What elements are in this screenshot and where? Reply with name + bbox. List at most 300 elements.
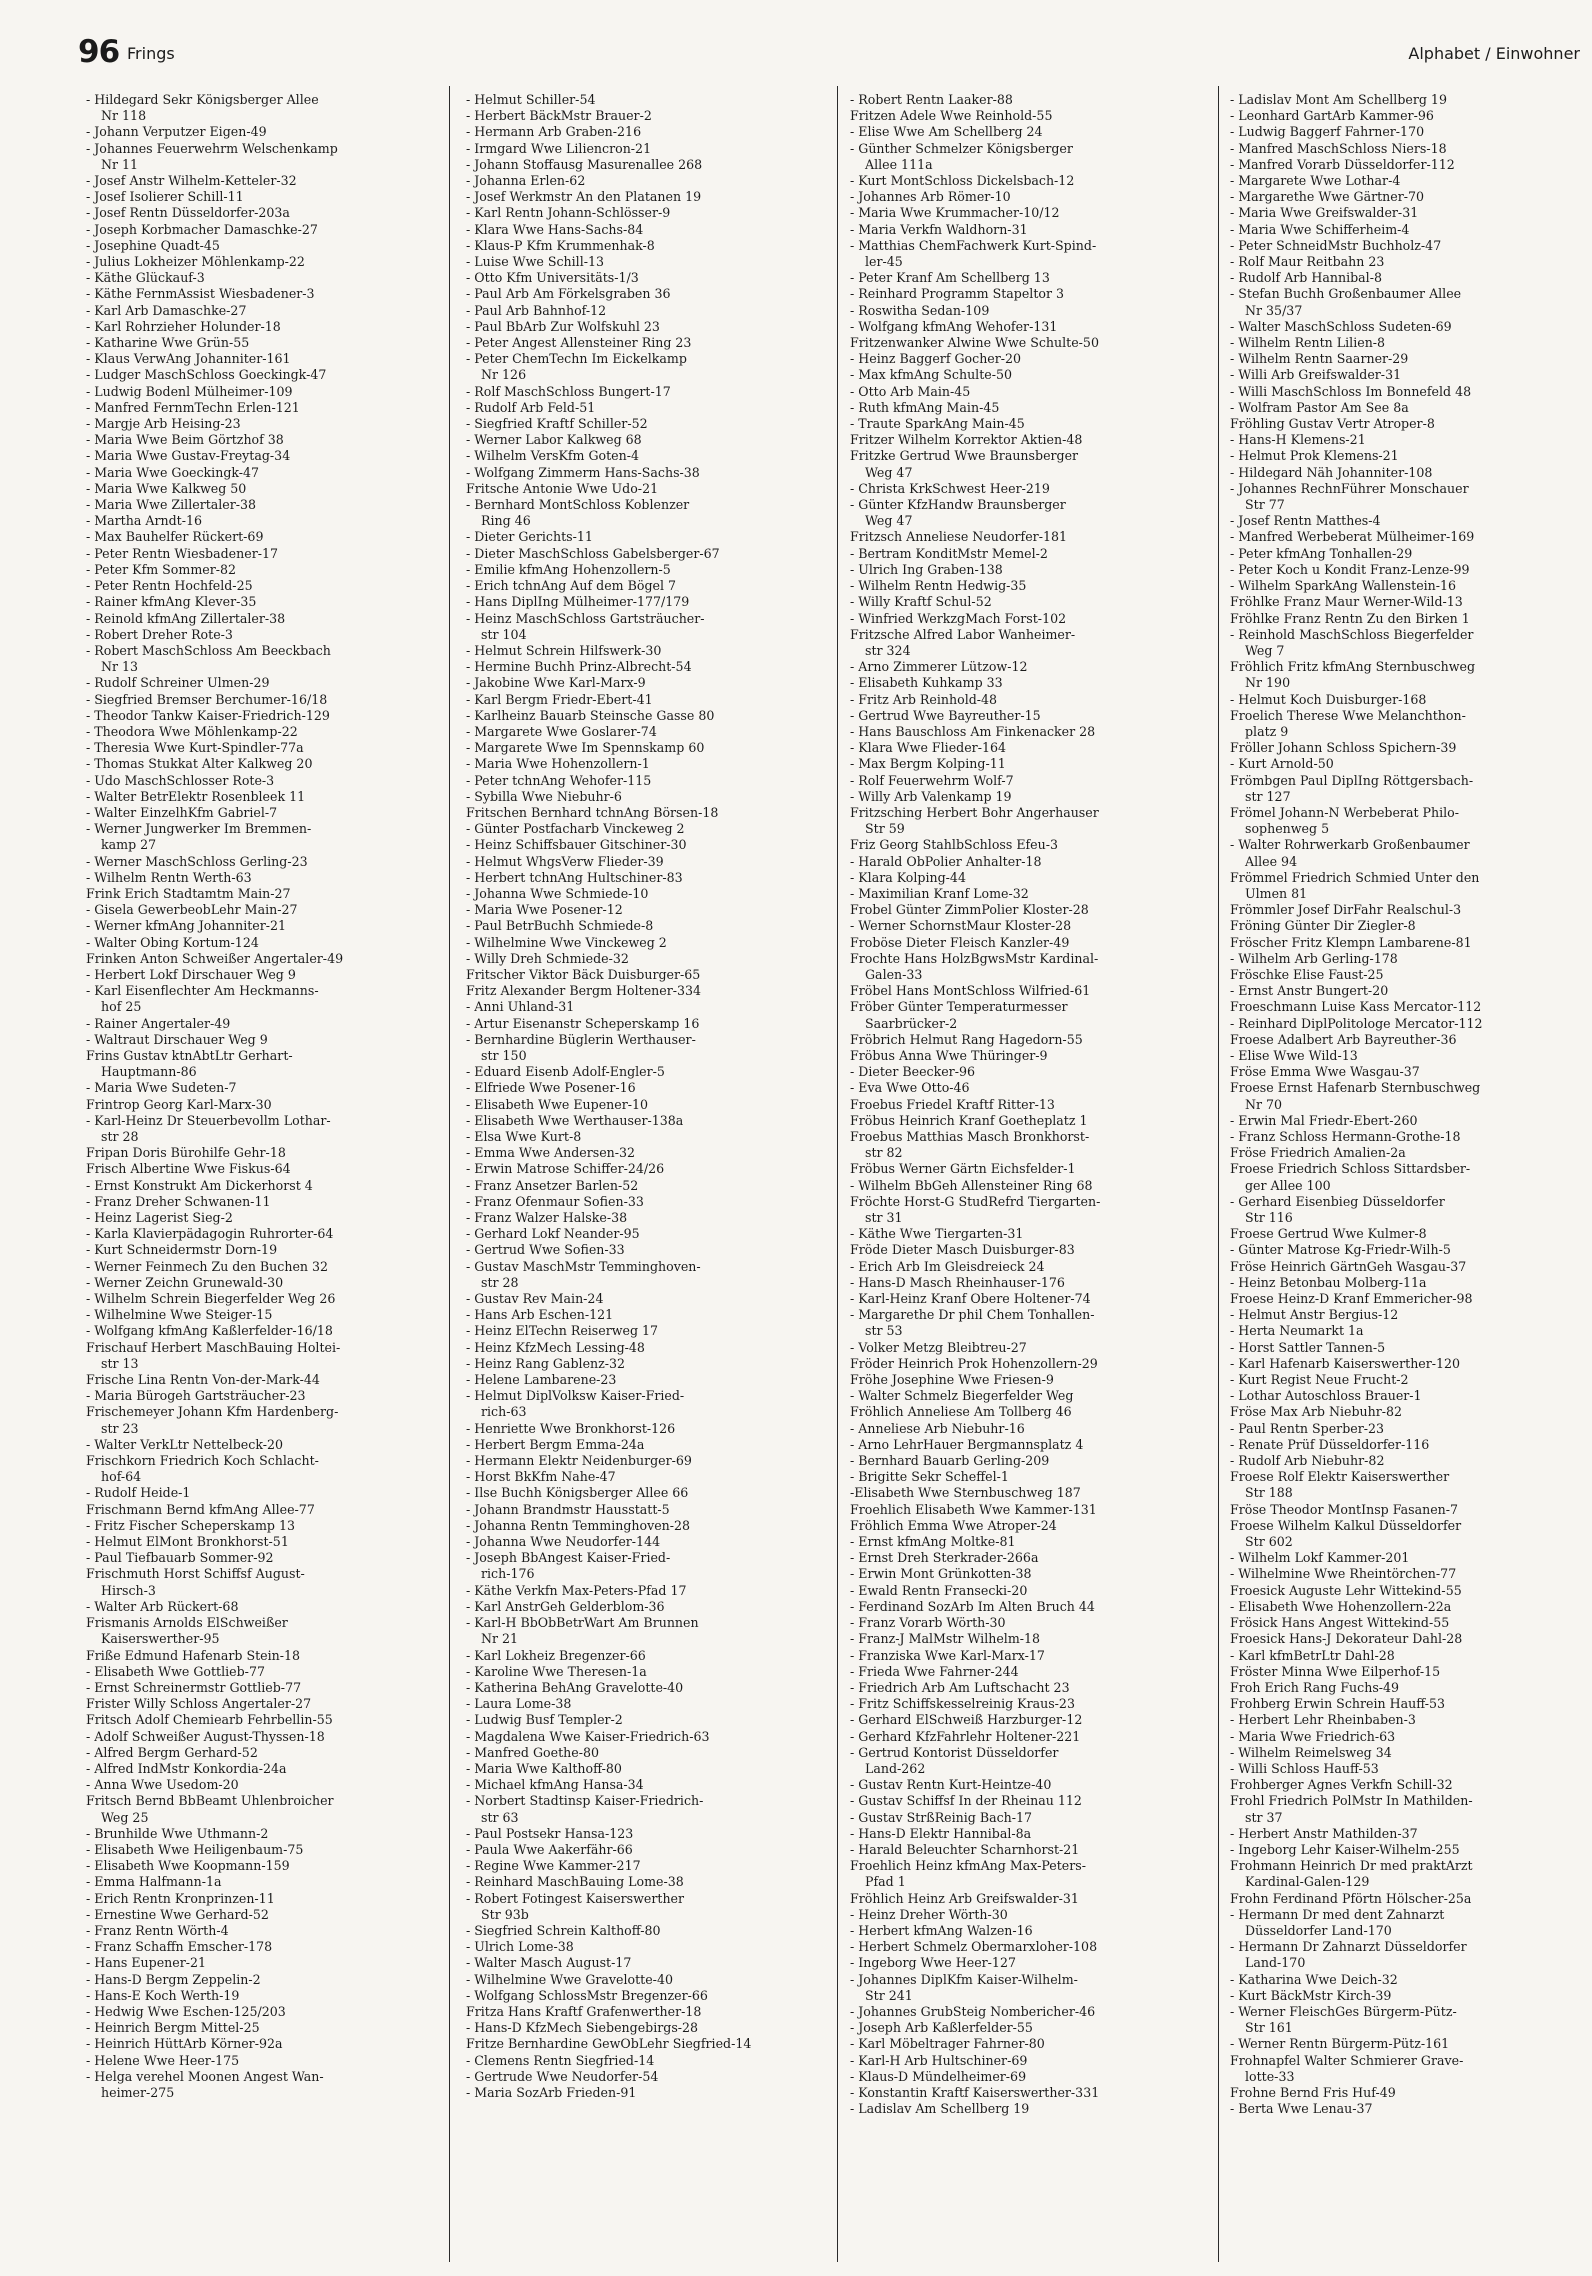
directory-entry: - Jakobine Wwe Karl-Marx-9 [466,675,646,691]
directory-entry: - Heinz Schiffsbauer Gitschiner-30 [466,837,687,853]
directory-entry: - Wolfram Pastor Am See 8a [1230,399,1409,415]
directory-entry: - Ulrich Lome-38 [466,1939,574,1955]
directory-entry: - Ilse Buchh Königsberger Allee 66 [466,1485,689,1501]
directory-entry: - Karl Lokheiz Bregenzer-66 [466,1647,646,1663]
directory-entry: - Magdalena Wwe Kaiser-Friedrich-63 [466,1728,710,1744]
directory-entry: - Willy Arb Valenkamp 19 [850,788,1012,804]
directory-entry: - Peter Angest Allensteiner Ring 23 [466,335,692,351]
directory-entry: Frohmann Heinrich Dr med praktArzt Kardinal-Galen-129 [1230,1858,1473,1890]
directory-entry: - Eva Wwe Otto-46 [850,1080,970,1096]
entry-list [850,92,1205,2117]
directory-entry: Fröhlich Fritz kfmAng Sternbuschweg Nr 190 [1230,659,1476,691]
directory-entry: Frischkorn Friedrich Koch Schlacht- hof-64 [86,1453,319,1485]
directory-entry: Frins Gustav ktnAbtLtr Gerhart- Hauptmann-86 [86,1047,293,1080]
directory-entry: - Wolfgang kfmAng Wehofer-131 [850,318,1058,334]
directory-entry: - Wilhelm Rentn Saarner-29 [1230,351,1409,367]
directory-entry: - Ferdinand SozArb Im Alten Bruch 44 [850,1598,1095,1614]
directory-entry: Fritz Alexander Bergm Holtener-334 [466,983,702,999]
directory-entry: Fröbus Heinrich Kranf Goetheplatz 1 [850,1112,1088,1128]
directory-entry: - Franz Rentn Wörth-4 [86,1922,229,1938]
directory-entry: - Paul BbArb Zur Wolfskuhl 23 [466,318,660,334]
directory-entry: Froese Heinz-D Kranf Emmericher-98 [1230,1291,1473,1307]
directory-entry: - Manfred MaschSchloss Niers-18 [1230,140,1447,156]
directory-entry: - Elisabeth Wwe Hohenzollern-22a [1230,1598,1452,1614]
directory-entry: Fritschen Bernhard tchnAng Börsen-18 [466,804,719,820]
directory-entry: - Gustav MaschMstr Temminghoven- str 28 [466,1258,701,1290]
directory-entry: - Maria Wwe Zillertaler-38 [86,497,257,513]
directory-entry: - Maria Bürogeh Gartsträucher-23 [86,1388,306,1404]
directory-entry: Frisch Albertine Wwe Fiskus-64 [86,1161,291,1177]
directory-entry: - Erich tchnAng Auf dem Bögel 7 [466,578,676,594]
directory-entry: Froebus Matthias Masch Bronkhorst- str 82 [850,1129,1090,1161]
directory-entry: - Willy Kraftf Schul-52 [850,594,992,610]
directory-entry: - Matthias ChemFachwerk Kurt-Spind- ler-45 [850,237,1097,270]
directory-entry: Frohberger Agnes Verkfn Schill-32 [1230,1777,1453,1793]
directory-entry: - Udo MaschSchlosser Rote-3 [86,772,275,788]
column-divider [837,86,838,2262]
directory-entry: - Roswitha Sedan-109 [850,302,990,318]
directory-entry: - Manfred Werbeberat Mülheimer-169 [1230,529,1475,545]
directory-entry: - Rudolf Arb Hannibal-8 [1230,270,1382,286]
directory-entry: Fröhlich Emma Wwe Atroper-24 [850,1517,1057,1533]
directory-entry: Fripan Doris Bürohilfe Gehr-18 [86,1145,286,1161]
directory-entry: - Ingeborg Wwe Heer-127 [850,1955,1016,1971]
directory-entry: Froese Rolf Elektr Kaiserswerther Str 188 [1230,1469,1450,1501]
directory-entry: - Werner Zeichn Grunewald-30 [86,1274,284,1290]
directory-entry: Froese Friedrich Schloss Sittardsber- ger Allee 100 [1230,1161,1471,1193]
directory-entry: - Willy Dreh Schmiede-32 [466,950,629,966]
directory-entry: - Walter EinzelhKfm Gabriel-7 [86,804,278,820]
directory-entry: - Karl AnstrGeh Gelderblom-36 [466,1598,665,1614]
directory-entry: - Maria Wwe Goeckingk-47 [86,464,260,480]
directory-entry: - Helmut Prok Klemens-21 [1230,448,1399,464]
directory-entry: - Rudolf Schreiner Ulmen-29 [86,675,270,691]
directory-entry: - Christa KrkSchwest Heer-219 [850,480,1050,496]
directory-entry: - Johann Stoffausg Masurenallee 268 [466,156,703,172]
directory-entry: - Leonhard GartArb Kammer-96 [1230,108,1434,124]
directory-entry: Frohne Bernd Fris Huf-49 [1230,2084,1396,2100]
directory-entry: - Franz Dreher Schwanen-11 [86,1193,271,1209]
directory-entry: - Harald ObPolier Anhalter-18 [850,853,1042,869]
directory-entry: Fröhlke Franz Maur Werner-Wild-13 [1230,594,1463,610]
directory-entry: - Helmut ElMont Bronkhorst-51 [86,1534,289,1550]
directory-entry: - Anna Wwe Usedom-20 [86,1777,239,1793]
directory-column-3 [850,92,1205,2262]
directory-entry: Frohnapfel Walter Schmierer Grave- lotte-33 [1230,2052,1464,2084]
directory-entry: - Rolf MaschSchloss Bungert-17 [466,383,671,399]
directory-entry: Frischemeyer Johann Kfm Hardenberg- str 23 [86,1404,339,1436]
directory-entry: - Alfred Bergm Gerhard-52 [86,1744,258,1760]
directory-entry: - Ernst Schreinermstr Gottlieb-77 [86,1679,302,1695]
directory-entry: Froese Adalbert Arb Bayreuther-36 [1230,1031,1457,1047]
directory-entry: - Maria Wwe Friedrich-63 [1230,1728,1396,1744]
directory-entry: - Karlheinz Bauarb Steinsche Gasse 80 [466,707,715,723]
directory-entry: - Walter VerkLtr Nettelbeck-20 [86,1436,284,1452]
directory-entry: - Wilhelm Rentn Lilien-8 [1230,335,1386,351]
directory-entry: Froeschmann Luise Kass Mercator-112 [1230,999,1482,1015]
directory-entry: - Hans-D Bergm Zeppelin-2 [86,1971,261,1987]
directory-entry: Frömmler Josef DirFahr Realschul-3 [1230,902,1462,918]
entry-list [466,92,821,2101]
directory-entry: Fröbel Hans MontSchloss Wilfried-61 [850,983,1091,999]
directory-entry: - Theresia Wwe Kurt-Spindler-77a [86,740,304,756]
directory-entry: - Siegfried Schrein Kalthoff-80 [466,1922,661,1938]
directory-entry: - Elise Wwe Am Schellberg 24 [850,124,1043,140]
directory-entry: - Ladislav Mont Am Schellberg 19 [1230,92,1447,107]
directory-entry: - Otto Kfm Universitäts-1/3 [466,270,639,286]
directory-entry: - Karl Eisenflechter Am Heckmanns- hof 25 [86,983,319,1015]
directory-entry: - Robert Rentn Laaker-88 [850,92,1013,107]
directory-entry: - Henriette Wwe Bronkhorst-126 [466,1420,676,1436]
directory-entry: Froesick Auguste Lehr Wittekind-55 [1230,1582,1462,1598]
directory-entry: - Franz Ansetzer Barlen-52 [466,1177,639,1193]
directory-entry: Fritsch Bernd BbBeamt Uhlenbroicher Weg 25 [86,1793,334,1825]
directory-entry: - Manfred Goethe-80 [466,1744,599,1760]
entry-list [86,92,441,2101]
directory-entry: - Wolfgang SchlossMstr Bregenzer-66 [466,1987,708,2003]
directory-entry: - Karl-Heinz Kranf Obere Holtener-74 [850,1291,1091,1307]
directory-entry: - Heinrich Bergm Mittel-25 [86,2020,260,2036]
directory-entry: - Wilhelm Schrein Biegerfelder Weg 26 [86,1291,336,1307]
directory-entry: Frömel Johann-N Werbeberat Philo- sophenweg 5 [1230,804,1460,837]
directory-entry: - Traute SparkAng Main-45 [850,416,1025,432]
directory-entry: - Peter Rentn Hochfeld-25 [86,578,253,594]
directory-entry: - Hans-E Koch Werth-19 [86,1987,240,2003]
directory-entry: - Heinz KfzMech Lessing-48 [466,1339,645,1355]
directory-entry: - Maria Wwe Posener-12 [466,902,623,918]
directory-entry: - Werner Labor Kalkweg 68 [466,432,642,448]
directory-entry: Froese Wilhelm Kalkul Düsseldorfer Str 602 [1230,1517,1462,1550]
directory-entry: Fritscher Viktor Bäck Duisburger-65 [466,966,701,982]
directory-entry: - Maria Wwe Beim Görtzhof 38 [86,432,284,448]
directory-entry: - Horst Sattler Tannen-5 [1230,1339,1386,1355]
directory-entry: Fröscher Fritz Klempn Lambarene-81 [1230,934,1472,950]
directory-entry: - Karl Rohrzieher Holunder-18 [86,318,281,334]
directory-entry: - Siegfried Bremser Berchumer-16/18 [86,691,328,707]
directory-entry: - Heinz Rang Gablenz-32 [466,1355,626,1371]
directory-entry: - Paul Rentn Sperber-23 [1230,1420,1385,1436]
directory-entry: - Klara Wwe Flieder-164 [850,740,1006,756]
directory-entry: Fröller Johann Schloss Spichern-39 [1230,740,1457,756]
directory-entry: - Herbert Lokf Dirschauer Weg 9 [86,966,296,982]
directory-entry: Froh Erich Rang Fuchs-49 [1230,1679,1400,1695]
directory-entry: - Klaus VerwAng Johanniter-161 [86,351,291,367]
directory-entry: - Rudolf Arb Niebuhr-82 [1230,1453,1385,1469]
directory-column-2 [466,92,821,2262]
directory-entry: - Hans Eupener-21 [86,1955,207,1971]
directory-entry: - Lothar Autoschloss Brauer-1 [1230,1388,1422,1404]
directory-entry: - Günter Postfacharb Vinckeweg 2 [466,821,685,837]
directory-entry: - Ernst kfmAng Moltke-81 [850,1534,1016,1550]
directory-entry: - Ladislav Am Schellberg 19 [850,2101,1030,2117]
directory-entry: - Ludger MaschSchloss Goeckingk-47 [86,367,327,383]
directory-entry: - Peter Kranf Am Schellberg 13 [850,270,1050,286]
directory-entry: - Käthe Glückauf-3 [86,270,205,286]
directory-entry: - Michael kfmAng Hansa-34 [466,1777,644,1793]
directory-entry: - Bernhard Bauarb Gerling-209 [850,1453,1050,1469]
directory-entry: - Heinrich HüttArb Körner-92a [86,2036,283,2052]
directory-entry: - Peter SchneidMstr Buchholz-47 [1230,237,1442,253]
directory-entry: - Werner SchornstMaur Kloster-28 [850,918,1072,934]
directory-entry: Fritzen Adele Wwe Reinhold-55 [850,108,1053,124]
directory-entry: - Karla Klavierpädagogin Ruhrorter-64 [86,1226,334,1242]
directory-entry: Froebus Friedel Kraftf Ritter-13 [850,1096,1055,1112]
directory-entry: - Fritz Fischer Scheperskamp 13 [86,1517,296,1533]
directory-entry: - Ernst Konstrukt Am Dickerhorst 4 [86,1177,313,1193]
directory-entry: Fritzsche Alfred Labor Wanheimer- str 324 [850,626,1076,658]
directory-entry: - Elsa Wwe Kurt-8 [466,1129,582,1144]
directory-entry: - Erwin Mont Grünkotten-38 [850,1566,1032,1582]
directory-entry: Frohberg Erwin Schrein Hauff-53 [1230,1696,1445,1712]
directory-entry: - Walter MaschSchloss Sudeten-69 [1230,318,1452,334]
directory-entry: - Wilhelm Lokf Kammer-201 [1230,1550,1410,1566]
directory-entry: - Anneliese Arb Niebuhr-16 [850,1420,1025,1436]
directory-entry: Frische Lina Rentn Von-der-Mark-44 [86,1372,320,1388]
directory-entry: - Kurt Regist Neue Frucht-2 [1230,1372,1409,1388]
directory-entry: - Willi MaschSchloss Im Bonnefeld 48 [1230,383,1472,399]
directory-entry: - Reinhold MaschSchloss Biegerfelder Weg 7 [1230,626,1474,658]
directory-entry: Fritze Bernhardine GewObLehr Siegfried-14 [466,2036,752,2052]
directory-entry: - Gustav Rentn Kurt-Heintze-40 [850,1777,1052,1793]
directory-entry: - Dieter MaschSchloss Gabelsberger-67 [466,545,720,561]
directory-entry: - Werner Feinmech Zu den Buchen 32 [86,1258,329,1274]
directory-entry: - Hermann Elektr Neidenburger-69 [466,1453,692,1469]
directory-entry: - Fritz Arb Reinhold-48 [850,691,998,707]
directory-entry: - Sybilla Wwe Niebuhr-6 [466,788,622,804]
directory-entry: - Franz Schaffn Emscher-178 [86,1939,273,1955]
directory-entry: - Hans Bauschloss Am Finkenacker 28 [850,723,1096,739]
directory-entry: Friz Georg StahlbSchloss Efeu-3 [850,837,1059,853]
directory-entry: - Hermann Dr Zahnarzt Düsseldorfer Land-170 [1230,1939,1467,1971]
directory-entry: - Franziska Wwe Karl-Marx-17 [850,1647,1045,1663]
directory-entry: - Irmgard Wwe Liliencron-21 [466,140,652,156]
directory-entry: - Fritz Schiffskesselreinig Kraus-23 [850,1696,1075,1712]
directory-entry: - Klara Wwe Hans-Sachs-84 [466,221,644,237]
directory-entry: - Regine Wwe Kammer-217 [466,1858,641,1874]
directory-entry: - Wolfgang Zimmerm Hans-Sachs-38 [466,464,700,480]
page-name-heading: Frings [127,44,175,63]
directory-entry: Fröchte Horst-G StudRefrd Tiergarten- str 31 [850,1193,1101,1226]
directory-entry: - Kurt MontSchloss Dickelsbach-12 [850,173,1075,189]
directory-entry: - Erich Rentn Kronprinzen-11 [86,1890,275,1906]
directory-entry: - Helene Wwe Heer-175 [86,2052,240,2068]
directory-entry: - Margarete Wwe Goslarer-74 [466,723,657,739]
directory-entry: - Gisela GewerbeobLehr Main-27 [86,902,298,918]
directory-entry: - Walter Arb Rückert-68 [86,1598,239,1614]
directory-column-4 [1230,92,1585,2262]
directory-entry: - Walter BetrElektr Rosenbleek 11 [86,788,306,804]
directory-entry: Frismanis Arnolds ElSchweißer Kaiserswerther-95 [86,1615,288,1647]
directory-entry: - Elisabeth Wwe Werthauser-138a [466,1112,684,1128]
directory-entry: - Reinhard MaschBauing Lome-38 [466,1874,684,1890]
directory-entry: Fröse Heinrich GärtnGeh Wasgau-37 [1230,1258,1467,1274]
directory-entry: - Karl-H BbObBetrWart Am Brunnen Nr 21 [466,1615,699,1647]
directory-entry: - Martha Arndt-16 [86,513,202,529]
directory-entry: - Theodora Wwe Möhlenkamp-22 [86,723,298,739]
directory-entry: Fröber Günter Temperaturmesser Saarbrücker-2 [850,999,1068,1031]
directory-entry: - Johanna Wwe Neudorfer-144 [466,1534,661,1550]
directory-entry: - Johanna Wwe Schmiede-10 [466,885,649,901]
directory-entry: - Paul Arb Am Förkelsgraben 36 [466,286,671,302]
directory-entry: - Max Bauhelfer Rückert-69 [86,529,264,545]
directory-entry: - Rudolf Arb Feld-51 [466,399,596,415]
directory-entry: Froesick Hans-J Dekorateur Dahl-28 [1230,1631,1463,1647]
directory-entry: Fröde Dieter Masch Duisburger-83 [850,1242,1075,1258]
directory-entry: - Heinz Baggerf Gocher-20 [850,351,1022,367]
directory-entry: - Franz Schloss Hermann-Grothe-18 [1230,1129,1461,1144]
directory-entry: Fröse Max Arb Niebuhr-82 [1230,1404,1403,1420]
directory-entry: - Erwin Matrose Schiffer-24/26 [466,1161,665,1177]
directory-entry: - Hermann Dr med dent Zahnarzt Düsseldorfer Land-170 [1230,1906,1445,1938]
directory-entry: - Volker Metzg Bleibtreu-27 [850,1339,1027,1355]
directory-entry: - Arno LehrHauer Bergmannsplatz 4 [850,1436,1084,1452]
directory-entry: - Brunhilde Wwe Uthmann-2 [86,1825,269,1841]
directory-entry: - Max Bergm Kolping-11 [850,756,1006,772]
directory-entry: - Wilhelmine Wwe Rheintörchen-77 [1230,1566,1457,1582]
directory-entry: Froehlich Elisabeth Wwe Kammer-131 [850,1501,1097,1517]
directory-entry: - Helmut DiplVolksw Kaiser-Fried- rich-63 [466,1388,685,1420]
directory-entry: - Heinz Dreher Wörth-30 [850,1906,1008,1922]
directory-entry: - Julius Lokheizer Möhlenkamp-22 [86,254,305,270]
directory-entry: - Klaus-P Kfm Krummenhak-8 [466,237,655,253]
directory-entry: Fritsche Antonie Wwe Udo-21 [466,480,659,496]
directory-entry: Frintrop Georg Karl-Marx-30 [86,1096,272,1112]
directory-entry: - Gustav Schiffsf In der Rheinau 112 [850,1793,1082,1809]
directory-entry: - Peter Rentn Wiesbadener-17 [86,545,278,561]
directory-entry: - Stefan Buchh Großenbaumer Allee Nr 35/37 [1230,286,1462,318]
directory-entry: - Johanna Erlen-62 [466,173,586,189]
directory-entry: Frohl Friedrich PolMstr In Mathilden- str 37 [1230,1793,1473,1825]
directory-entry: - Herbert Bergm Emma-24a [466,1436,645,1452]
directory-entry: - Werner kfmAng Johanniter-21 [86,918,287,934]
directory-entry: - Helmut Koch Duisburger-168 [1230,691,1427,707]
directory-entry: - Hans-D Elektr Hannibal-8a [850,1825,1032,1841]
directory-entry: Fritzsch Anneliese Neudorfer-181 [850,529,1067,545]
directory-entry: - Ernst Anstr Bungert-20 [1230,983,1389,999]
directory-entry: - Siegfried Kraftf Schiller-52 [466,416,648,432]
directory-entry: - Peter ChemTechn Im Eickelkamp Nr 126 [466,351,687,383]
directory-entry: - Margarethe Dr phil Chem Tonhallen- str 53 [850,1307,1095,1339]
directory-entry: - Joseph BbAngest Kaiser-Fried- rich-176 [466,1550,671,1582]
directory-entry: - Wilhelmine Wwe Vinckeweg 2 [466,934,667,950]
directory-entry: Fritzer Wilhelm Korrektor Aktien-48 [850,432,1083,448]
directory-entry: - Manfred FernmTechn Erlen-121 [86,399,300,415]
page-header [78,34,1580,84]
directory-entry: - Johannes RechnFührer Monschauer Str 77 [1230,480,1469,513]
directory-entry: - Gertrud Wwe Bayreuther-15 [850,707,1041,723]
directory-entry: - Wilhelm Reimelsweg 34 [1230,1744,1392,1760]
directory-entry: - Karoline Wwe Theresen-1a [466,1663,647,1679]
directory-entry: - Heinz Lagerist Sieg-2 [86,1210,233,1226]
directory-entry: - Otto Arb Main-45 [850,383,971,399]
directory-entry: - Paul Tiefbauarb Sommer-92 [86,1550,274,1566]
directory-entry: -Elisabeth Wwe Sternbuschweg 187 [850,1485,1081,1501]
directory-entry: Fröster Minna Wwe Eilperhof-15 [1230,1663,1441,1679]
directory-entry: - Ludwig Bodenl Mülheimer-109 [86,383,293,399]
directory-entry: Frister Willy Schloss Angertaler-27 [86,1696,312,1712]
directory-entry: Fröse Theodor MontInsp Fasanen-7 [1230,1501,1459,1517]
directory-entry: - Ernst Dreh Sterkrader-266a [850,1550,1039,1566]
directory-entry: - Käthe FernmAssist Wiesbadener-3 [86,286,315,302]
directory-entry: - Josef Rentn Matthes-4 [1230,513,1381,529]
directory-entry: Fritsch Adolf Chemiearb Fehrbellin-55 [86,1712,333,1728]
directory-entry: - Clemens Rentn Siegfried-14 [466,2052,655,2068]
directory-entry: - Brigitte Sekr Scheffel-1 [850,1469,1009,1485]
directory-column-1 [86,92,441,2262]
directory-entry: Fröse Emma Wwe Wasgau-37 [1230,1064,1420,1080]
directory-entry: - Wilhelm VersKfm Goten-4 [466,448,639,464]
directory-entry: - Wilhelm Arb Gerling-178 [1230,950,1398,966]
directory-entry: - Renate Prüf Düsseldorfer-116 [1230,1436,1430,1452]
directory-entry: - Hans-D Masch Rheinhauser-176 [850,1274,1065,1290]
directory-entry: - Gustav StrßReinig Bach-17 [850,1809,1033,1825]
directory-entry: - Reinhard DiplPolitologe Mercator-112 [1230,1015,1483,1031]
directory-entry: - Helga verehel Moonen Angest Wan- heimer-275 [86,2068,324,2100]
directory-entry: - Anni Uhland-31 [466,999,575,1015]
directory-entry: Fröning Günter Dir Ziegler-8 [1230,918,1416,934]
directory-entry: - Gertrude Wwe Neudorfer-54 [466,2068,659,2084]
directory-entry: - Norbert Stadtinsp Kaiser-Friedrich- str 63 [466,1793,704,1825]
directory-entry: - Herta Neumarkt 1a [1230,1323,1364,1339]
directory-entry: - Klara Kolping-44 [850,869,966,885]
directory-entry: Frohn Ferdinand Pförtn Hölscher-25a [1230,1890,1472,1906]
directory-entry: - Peter Kfm Sommer-82 [86,561,237,577]
directory-entry: - Paul Postsekr Hansa-123 [466,1825,634,1841]
directory-entry: - Dieter Gerichts-11 [466,529,593,545]
directory-entry: - Ingeborg Lehr Kaiser-Wilhelm-255 [1230,1841,1460,1857]
directory-entry: - Paul BetrBuchh Schmiede-8 [466,918,654,934]
directory-entry: Froelich Therese Wwe Melanchthon- platz 9 [1230,707,1466,739]
directory-entry: - Horst BkKfm Nahe-47 [466,1469,616,1485]
directory-entry: - Karl Rentn Johann-Schlösser-9 [466,205,671,221]
directory-entry: Fröhling Gustav Vertr Atroper-8 [1230,416,1435,432]
directory-entry: Froese Gertrud Wwe Kulmer-8 [1230,1226,1427,1242]
directory-entry: - Alfred IndMstr Konkordia-24a [86,1760,287,1776]
directory-entry: Fröder Heinrich Prok Hohenzollern-29 [850,1355,1098,1371]
directory-entry: - Arno Zimmerer Lützow-12 [850,659,1028,675]
directory-entry: Frischmuth Horst Schiffsf August- Hirsch-3 [86,1566,305,1598]
directory-entry: - Paul Arb Bahnhof-12 [466,302,607,318]
directory-entry: - Peter kfmAng Tonhallen-29 [1230,545,1413,561]
directory-entry: - Manfred Vorarb Düsseldorfer-112 [1230,156,1455,172]
directory-entry: - Emma Halfmann-1a [86,1874,222,1890]
directory-entry: - Johannes Arb Römer-10 [850,189,1011,205]
directory-entry: - Wilhelm Rentn Werth-63 [86,869,252,885]
directory-entry: - Herbert Lehr Rheinbaben-3 [1230,1712,1416,1728]
directory-entry: - Hans Arb Eschen-121 [466,1307,614,1323]
directory-entry: - Erwin Mal Friedr-Ebert-260 [1230,1112,1418,1128]
directory-entry: - Kurt Schneidermstr Dorn-19 [86,1242,278,1258]
directory-entry: - Karl kfmBetrLtr Dahl-28 [1230,1647,1395,1663]
directory-entry: - Reinhard Programm Stapeltor 3 [850,286,1065,302]
directory-entry: - Max kfmAng Schulte-50 [850,367,1012,383]
directory-entry: - Johanna Rentn Temminghoven-28 [466,1517,691,1533]
directory-entry: - Berta Wwe Lenau-37 [1230,2101,1373,2117]
directory-entry: - Franz Ofenmaur Sofien-33 [466,1193,644,1209]
directory-entry: - Elisabeth Wwe Heiligenbaum-75 [86,1841,304,1857]
directory-entry: - Konstantin Kraftf Kaiserswerther-331 [850,2084,1100,2100]
directory-entry: - Harald Beleuchter Scharnhorst-21 [850,1841,1080,1857]
directory-entry: - Robert Fotingest Kaiserswerther Str 93b [466,1890,685,1922]
directory-entry: - Franz Vorarb Wörth-30 [850,1615,1006,1631]
directory-entry: - Werner Jungwerker Im Bremmen- kamp 27 [86,821,312,853]
directory-entry: - Herbert tchnAng Hultschiner-83 [466,869,683,885]
directory-entry: - Karl Bergm Friedr-Ebert-41 [466,691,653,707]
directory-entry: Froböse Dieter Fleisch Kanzler-49 [850,934,1070,950]
directory-entry: - Bertram KonditMstr Memel-2 [850,545,1048,561]
directory-entry: - Hildegard Sekr Königsberger Allee Nr 118 [86,92,319,124]
directory-entry: - Joseph Korbmacher Damaschke-27 [86,221,318,237]
